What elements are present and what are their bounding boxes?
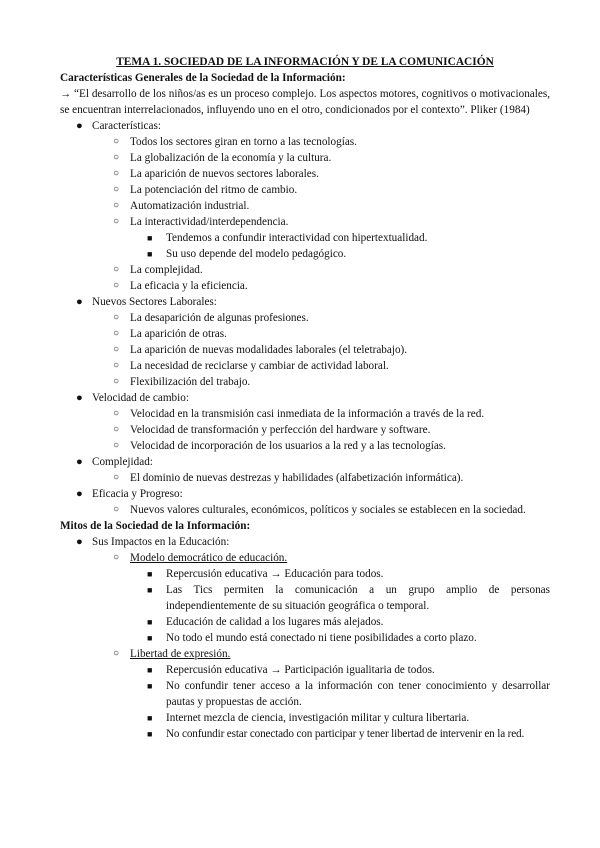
list-item [60, 550, 550, 646]
section-heading-caracteristicas: Características Generales de la Sociedad de la Información: [60, 72, 346, 84]
subsection-label: Modelo democrático de educación. [130, 552, 288, 564]
list-item-text: Velocidad de incorporación de los usuarios a la red y a las tecnologías. [130, 440, 446, 452]
list-item [60, 390, 550, 454]
bullet-marker: ■ [147, 617, 153, 627]
list-item-text: Internet mezcla de ciencia, investigación militar y cultura libertaria. [166, 712, 470, 724]
list-item [60, 198, 550, 214]
list-item-text: No confundir tener acceso a la información con tener conocimiento y desarrollar pautas y propuestas de acción. [166, 680, 550, 708]
bullet-marker: ○ [113, 200, 120, 211]
bullet-marker: ○ [113, 552, 120, 563]
list-item-text: La eficacia y la eficiencia. [130, 280, 248, 292]
list-item-text: La complejidad. [130, 264, 203, 276]
list-item [60, 566, 550, 582]
list-item [60, 678, 550, 710]
list-item-text: No todo el mundo está conectado ni tiene posibilidades a corto plazo. [166, 632, 477, 644]
list-item [60, 134, 550, 150]
list-item-label: Complejidad: [92, 456, 153, 468]
list-item-text: La globalización de la economía y la cultura. [130, 152, 332, 164]
bullet-marker: ■ [147, 585, 153, 595]
bullet-marker: ○ [113, 264, 120, 275]
list-item [60, 118, 550, 294]
list-item-text: Velocidad de transformación y perfección del hardware y software. [130, 424, 431, 436]
list-item [60, 502, 550, 518]
list-item [60, 710, 550, 726]
list-item-text: La interactividad/interdependencia. [130, 216, 289, 228]
bullet-marker: ■ [147, 713, 153, 723]
list-item [60, 534, 550, 742]
bullet-marker: ● [76, 392, 83, 404]
bullet-marker: ○ [113, 184, 120, 195]
list-item-label: Sus Impactos en la Educación: [92, 536, 230, 548]
page-title: TEMA 1. SOCIEDAD DE LA INFORMACIÓN Y DE LA COMUNICACIÓN [116, 56, 494, 68]
bullet-marker: ○ [113, 168, 120, 179]
list-item [60, 310, 550, 326]
list-item [60, 150, 550, 166]
list-item-text: Tendemos a confundir interactividad con hipertextualidad. [166, 232, 428, 244]
list-item [60, 294, 550, 390]
quote-paragraph: → “El desarrollo de los niños/as es un proceso complejo. Los aspectos motores, cognitivos o motivacionales, se encuentran interrelacionados, influyendo uno en el otro, condicionados por el contexto”. Pliker (1984) [60, 88, 550, 116]
list-item [60, 262, 550, 278]
bullet-marker: ● [76, 296, 83, 308]
list-item [60, 166, 550, 182]
list-item [60, 374, 550, 390]
list-item-text: Todos los sectores giran en torno a las tecnologías. [130, 136, 357, 148]
list-item-text: La necesidad de reciclarse y cambiar de actividad laboral. [130, 360, 389, 372]
bullet-marker: ○ [113, 408, 120, 419]
bullet-marker: ■ [147, 665, 153, 675]
list-item-text: Las Tics permiten la comunicación a un grupo amplio de personas independientemente de su situación geográfica o temporal. [166, 584, 550, 612]
bullet-marker: ○ [113, 424, 120, 435]
list-item-text: La potenciación del ritmo de cambio. [130, 184, 298, 196]
bullet-marker: ● [76, 536, 83, 548]
list-item-text: Repercusión educativa → Educación para todos. [166, 568, 384, 580]
list-item [60, 614, 550, 630]
bullet-marker: ○ [113, 280, 120, 291]
list-item [60, 246, 550, 262]
list-item-label: Nuevos Sectores Laborales: [92, 296, 217, 308]
bullet-marker: ■ [147, 569, 153, 579]
document-page [60, 54, 550, 742]
bullet-marker: ■ [147, 249, 153, 259]
list-item [60, 662, 550, 678]
bullet-marker: ○ [113, 440, 120, 451]
bullet-marker: ○ [113, 376, 120, 387]
bullet-marker: ○ [113, 312, 120, 323]
list-item-text: Educación de calidad a los lugares más alejados. [166, 616, 384, 628]
bullet-marker: ○ [113, 216, 120, 227]
list-item [60, 182, 550, 198]
bullet-marker: ■ [147, 729, 153, 739]
list-item-text: La aparición de otras. [130, 328, 227, 340]
list-item [60, 406, 550, 422]
list-item-text: Su uso depende del modelo pedagógico. [166, 248, 347, 260]
list-item-text: Velocidad en la transmisión casi inmediata de la información a través de la red. [130, 408, 485, 420]
list-item-text: La aparición de nuevos sectores laborales. [130, 168, 319, 180]
bullet-marker: ● [76, 456, 83, 468]
bullet-marker: ○ [113, 504, 120, 515]
list-item [60, 358, 550, 374]
list-item [60, 438, 550, 454]
list-item [60, 278, 550, 294]
section-heading-mitos: Mitos de la Sociedad de la Información: [60, 520, 251, 532]
list-item [60, 470, 550, 486]
list-item [60, 582, 550, 614]
list-item [60, 726, 550, 742]
list-item [60, 230, 550, 246]
list-item [60, 214, 550, 262]
list-item [60, 326, 550, 342]
bullet-marker: ● [76, 120, 83, 132]
section1-list [60, 118, 550, 518]
list-item-text: El dominio de nuevas destrezas y habilidades (alfabetización informática). [130, 472, 464, 484]
list-item-label: Eficacia y Progreso: [92, 488, 183, 500]
bullet-marker: ○ [113, 360, 120, 371]
list-item-text: No confundir estar conectado con participar y tener libertad de intervenir en la red. [166, 728, 525, 740]
list-item-text: Automatización industrial. [130, 200, 250, 212]
subsection-label: Libertad de expresión. [130, 648, 231, 660]
list-item-label: Características: [92, 120, 161, 132]
bullet-marker: ● [76, 488, 83, 500]
list-item [60, 646, 550, 742]
list-item [60, 486, 550, 518]
list-item-text: Repercusión educativa → Participación igualitaria de todos. [166, 664, 435, 676]
bullet-marker: ■ [147, 681, 153, 691]
list-item [60, 422, 550, 438]
list-item [60, 630, 550, 646]
bullet-marker: ■ [147, 233, 153, 243]
section2-list [60, 534, 550, 742]
list-item-text: Nuevos valores culturales, económicos, políticos y sociales se establecen en la sociedad. [130, 504, 526, 516]
list-item-text: Flexibilización del trabajo. [130, 376, 251, 388]
bullet-marker: ○ [113, 152, 120, 163]
list-item-label: Velocidad de cambio: [92, 392, 189, 404]
list-item [60, 454, 550, 486]
bullet-marker: ○ [113, 328, 120, 339]
list-item-text: La aparición de nuevas modalidades laborales (el teletrabajo). [130, 344, 408, 356]
bullet-marker: ○ [113, 472, 120, 483]
list-item [60, 342, 550, 358]
bullet-marker: ○ [113, 344, 120, 355]
bullet-marker: ■ [147, 633, 153, 643]
list-item-text: La desaparición de algunas profesiones. [130, 312, 309, 324]
bullet-marker: ○ [113, 648, 120, 659]
bullet-marker: ○ [113, 136, 120, 147]
